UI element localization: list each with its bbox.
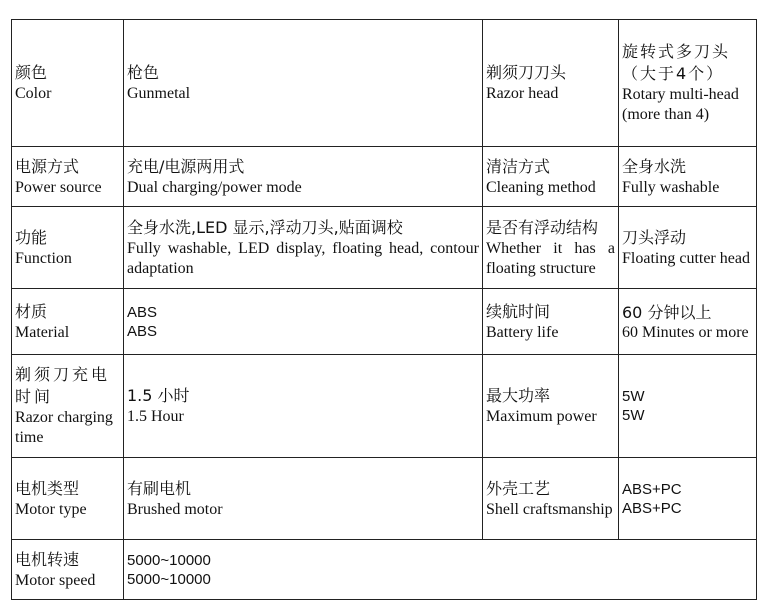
spec-label-cell [483,147,619,207]
label-en: Whether it has a floating structure [486,239,615,277]
label-zh: 最大功率 [486,386,551,405]
label-zh: 颜色 [15,63,48,82]
value-en: ABS+PC [622,499,682,517]
label-zh: 材质 [15,301,48,321]
value-en: Fully washable [622,178,720,196]
spec-value-cell [124,289,483,355]
value-zh: 5W [622,388,645,405]
label-en: Motor speed [15,571,96,589]
label-en: Power source [15,178,102,196]
label-en: Razor head [486,85,559,102]
label-zh: 功能 [15,227,48,247]
value-zh: 全身水洗 [622,156,687,176]
label-en: Color [15,85,52,102]
spec-label-cell [483,355,619,458]
label-zh: 电机类型 [15,478,80,498]
spec-value-cell [124,20,483,147]
value-en: Gunmetal [127,85,191,102]
value-en: 1.5 Hour [127,408,184,425]
value-en: ABS [127,322,158,340]
spec-table [11,19,757,600]
label-zh: 外壳工艺 [486,478,551,498]
label-zh: 是否有浮动结构 [486,217,599,237]
label-en: Motor type [15,500,87,518]
label-en: Material [15,323,70,341]
spec-label-cell [483,289,619,355]
table-row [12,458,757,540]
label-en: Maximum power [486,408,597,425]
spec-value-cell [124,207,483,289]
spec-value-cell [619,458,757,540]
spec-label-cell [12,20,124,147]
spec-value-cell [619,207,757,289]
spec-label-cell [12,355,124,458]
value-zh: 枪色 [127,63,160,82]
spec-value-cell [124,147,483,207]
spec-label-cell [12,540,124,600]
value-zh: 1.5 小时 [127,386,190,405]
value-en: Rotary multi-head (more than 4) [622,86,739,123]
value-zh: 旋转式多刀头（大于4个） [622,42,731,83]
value-en: 5000~10000 [127,570,211,588]
label-zh: 剃须刀充电时间 [15,365,111,406]
label-en: Cleaning method [486,178,596,196]
value-zh: 5000~10000 [127,551,211,569]
spec-value-cell [619,147,757,207]
value-en: Dual charging/power mode [127,178,302,196]
label-zh: 剃须刀刀头 [486,63,567,82]
spec-value-cell [619,289,757,355]
value-en: 5W [622,407,645,424]
value-zh: 充电/电源两用式 [127,156,245,176]
value-zh: 刀头浮动 [622,227,687,247]
label-zh: 电源方式 [15,156,80,176]
label-en: Shell craftsmanship [486,500,613,518]
spec-value-cell [619,20,757,147]
value-zh: 有刷电机 [127,478,192,498]
spec-value-cell [124,458,483,540]
table-row [12,207,757,289]
table-row [12,147,757,207]
table-row [12,540,757,600]
spec-value-cell [124,355,483,458]
label-zh: 电机转速 [15,549,80,569]
label-en: Razor charging time [15,409,113,446]
spec-label-cell [12,289,124,355]
value-zh: ABS [127,303,158,321]
value-en: 60 Minutes or more [622,324,749,341]
value-en: Fully washable, LED display, floating head, contour adaptation [127,239,479,277]
value-zh: 全身水洗,LED 显示,浮动刀头,贴面调校 [127,217,403,237]
spec-label-cell [483,207,619,289]
spec-label-cell [12,147,124,207]
spec-label-cell [12,458,124,540]
table-row [12,355,757,458]
spec-label-cell [483,458,619,540]
spec-label-cell [12,207,124,289]
value-en: Floating cutter head [622,249,750,267]
label-zh: 清洁方式 [486,156,551,176]
table-row [12,289,757,355]
value-en: Brushed motor [127,500,223,518]
label-en: Function [15,249,72,267]
spec-label-cell [483,20,619,147]
table-row [12,20,757,147]
value-zh: ABS+PC [622,480,682,498]
value-zh: 60 分钟以上 [622,303,712,322]
label-en: Battery life [486,323,559,341]
label-zh: 续航时间 [486,301,551,321]
spec-value-cell [619,355,757,458]
spec-value-cell [124,540,757,600]
